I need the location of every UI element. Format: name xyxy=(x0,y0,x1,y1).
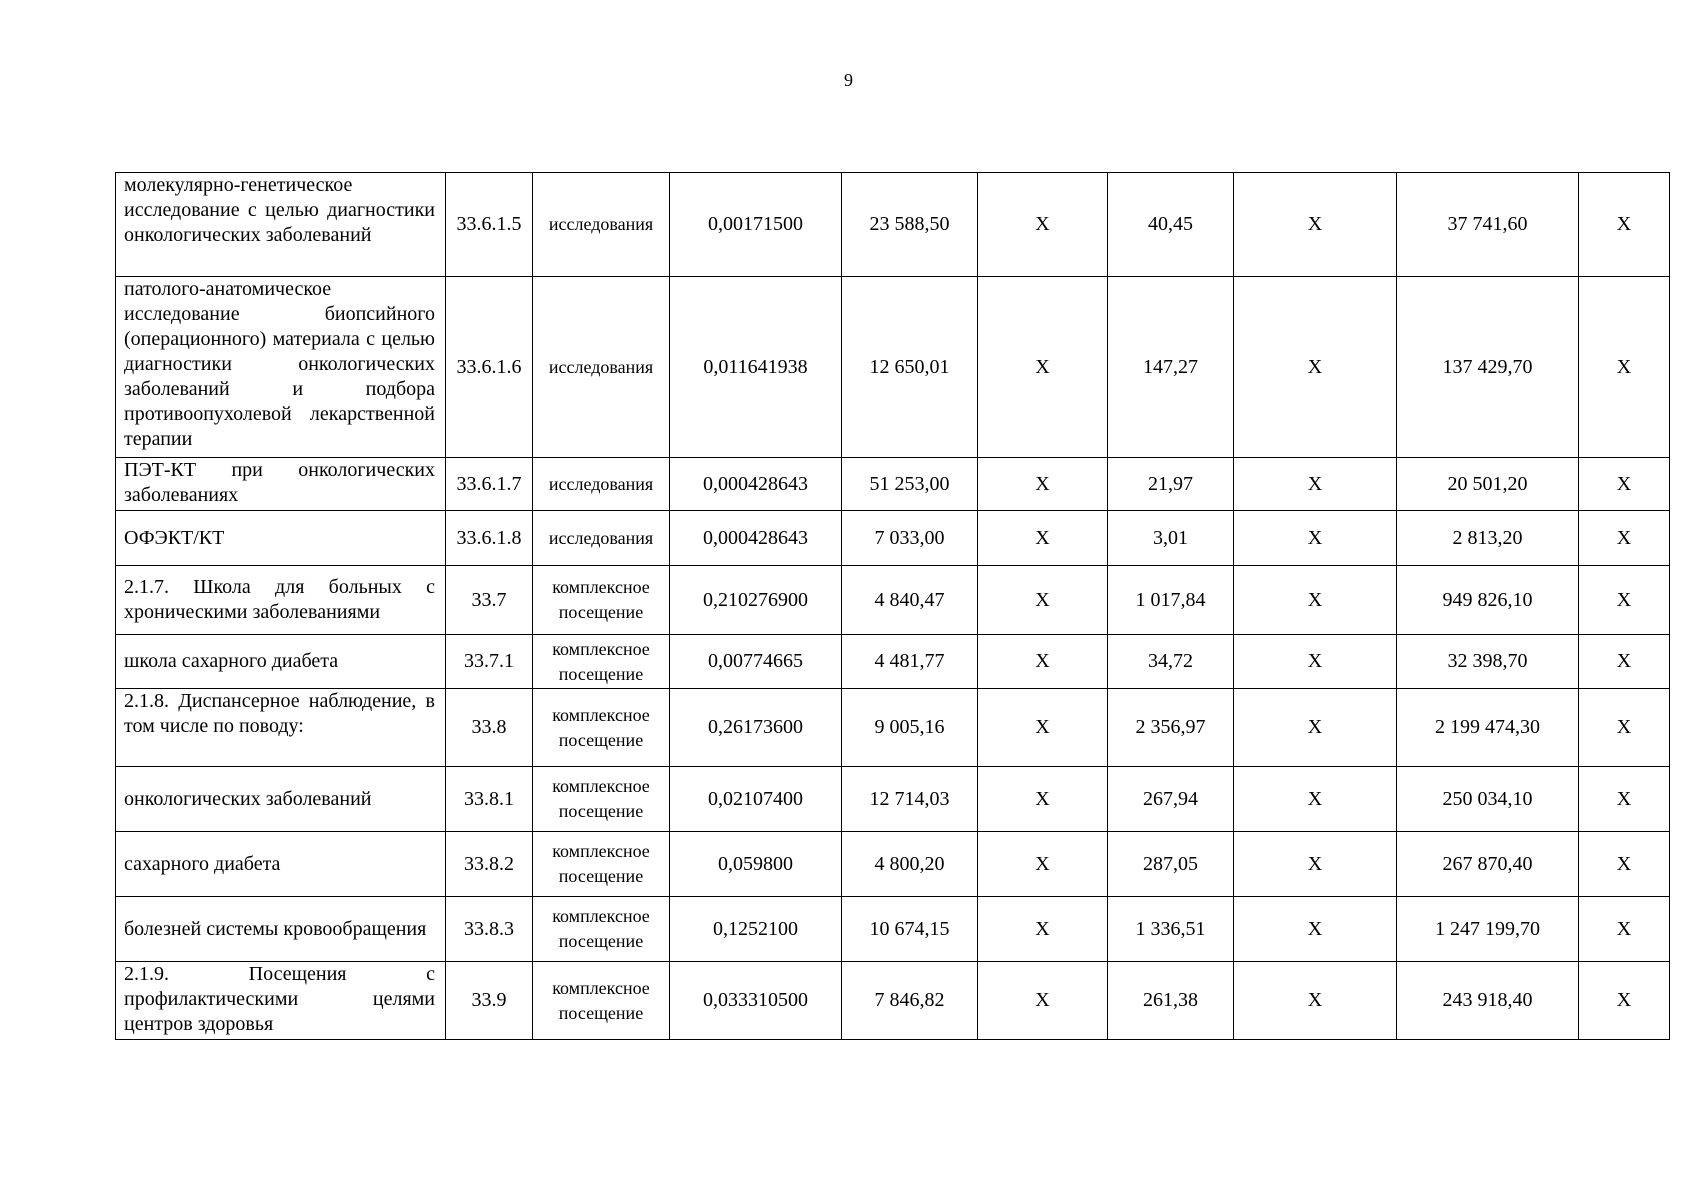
row-cell-6: Х xyxy=(978,566,1108,635)
row-norm: 0,000428643 xyxy=(670,458,842,511)
row-name: онкологических заболеваний xyxy=(116,767,446,832)
row-cell-9: 20 501,20 xyxy=(1397,458,1579,511)
row-cell-8: Х xyxy=(1234,962,1397,1040)
row-cell-8: Х xyxy=(1234,173,1397,277)
row-cell-6: Х xyxy=(978,511,1108,566)
row-norm: 0,1252100 xyxy=(670,897,842,962)
row-name: 2.1.9. Посещения с профилактическими целями центров здоровья xyxy=(116,962,446,1040)
row-code: 33.9 xyxy=(446,962,533,1040)
table-row xyxy=(116,689,1670,767)
row-cell-7: 287,05 xyxy=(1108,832,1234,897)
row-norm: 0,210276900 xyxy=(670,566,842,635)
table-row xyxy=(116,173,1670,277)
row-cell-7: 21,97 xyxy=(1108,458,1234,511)
row-code: 33.8 xyxy=(446,689,533,767)
row-cell-7: 3,01 xyxy=(1108,511,1234,566)
row-cell-9: 37 741,60 xyxy=(1397,173,1579,277)
row-cost: 7 033,00 xyxy=(842,511,978,566)
table-row xyxy=(116,635,1670,689)
row-name: патолого-анатомическое исследование биопсийного (операционного) материала с целью диагностики онкологических заболеваний и подбора противоопухолевой лекарственной терапии xyxy=(116,277,446,458)
row-name: ПЭТ-КТ при онкологических заболеваниях xyxy=(116,458,446,511)
row-cell-8: Х xyxy=(1234,897,1397,962)
row-cell-7: 40,45 xyxy=(1108,173,1234,277)
row-cell-6: Х xyxy=(978,635,1108,689)
row-cost: 51 253,00 xyxy=(842,458,978,511)
row-cell-6: Х xyxy=(978,173,1108,277)
row-cell-8: Х xyxy=(1234,635,1397,689)
table-body xyxy=(116,173,1670,1040)
row-name: сахарного диабета xyxy=(116,832,446,897)
row-unit: комплексное посещение xyxy=(533,962,670,1040)
row-unit: комплексное посещение xyxy=(533,832,670,897)
table-row xyxy=(116,897,1670,962)
row-cost: 10 674,15 xyxy=(842,897,978,962)
row-cell-9: 137 429,70 xyxy=(1397,277,1579,458)
row-code: 33.6.1.8 xyxy=(446,511,533,566)
row-cell-9: 2 813,20 xyxy=(1397,511,1579,566)
row-cost: 12 714,03 xyxy=(842,767,978,832)
table-row xyxy=(116,767,1670,832)
row-cell-7: 147,27 xyxy=(1108,277,1234,458)
row-cell-7: 1 017,84 xyxy=(1108,566,1234,635)
row-cell-10: Х xyxy=(1579,689,1670,767)
row-cell-10: Х xyxy=(1579,897,1670,962)
row-name: ОФЭКТ/КТ xyxy=(116,511,446,566)
row-cell-8: Х xyxy=(1234,767,1397,832)
row-cell-9: 32 398,70 xyxy=(1397,635,1579,689)
table-row xyxy=(116,458,1670,511)
row-unit: исследования xyxy=(533,511,670,566)
row-cell-7: 2 356,97 xyxy=(1108,689,1234,767)
row-cell-6: Х xyxy=(978,767,1108,832)
row-cell-9: 2 199 474,30 xyxy=(1397,689,1579,767)
row-norm: 0,00171500 xyxy=(670,173,842,277)
row-cell-9: 267 870,40 xyxy=(1397,832,1579,897)
row-cell-8: Х xyxy=(1234,832,1397,897)
data-table xyxy=(115,172,1670,1040)
row-code: 33.7 xyxy=(446,566,533,635)
row-cost: 12 650,01 xyxy=(842,277,978,458)
row-norm: 0,00774665 xyxy=(670,635,842,689)
row-unit: комплексное посещение xyxy=(533,767,670,832)
row-cell-10: Х xyxy=(1579,832,1670,897)
row-cell-9: 250 034,10 xyxy=(1397,767,1579,832)
row-code: 33.6.1.5 xyxy=(446,173,533,277)
row-unit: исследования xyxy=(533,277,670,458)
row-cell-6: Х xyxy=(978,832,1108,897)
row-unit: комплексное посещение xyxy=(533,897,670,962)
row-cell-7: 34,72 xyxy=(1108,635,1234,689)
row-code: 33.6.1.6 xyxy=(446,277,533,458)
row-cell-7: 261,38 xyxy=(1108,962,1234,1040)
row-unit: исследования xyxy=(533,173,670,277)
row-cell-10: Х xyxy=(1579,511,1670,566)
page-number: 9 xyxy=(844,70,853,90)
row-unit: исследования xyxy=(533,458,670,511)
row-cost: 7 846,82 xyxy=(842,962,978,1040)
table-row xyxy=(116,566,1670,635)
row-cost: 9 005,16 xyxy=(842,689,978,767)
row-cell-10: Х xyxy=(1579,458,1670,511)
row-cell-6: Х xyxy=(978,277,1108,458)
table-row xyxy=(116,962,1670,1040)
row-cell-10: Х xyxy=(1579,767,1670,832)
row-code: 33.8.1 xyxy=(446,767,533,832)
row-cell-6: Х xyxy=(978,897,1108,962)
row-name: молекулярно-генетическое исследование с целью диагностики онкологических заболеваний xyxy=(116,173,446,277)
row-norm: 0,033310500 xyxy=(670,962,842,1040)
table-row xyxy=(116,511,1670,566)
row-cell-9: 1 247 199,70 xyxy=(1397,897,1579,962)
row-norm: 0,26173600 xyxy=(670,689,842,767)
row-cell-10: Х xyxy=(1579,566,1670,635)
table-row xyxy=(116,277,1670,458)
row-cell-7: 267,94 xyxy=(1108,767,1234,832)
row-cell-8: Х xyxy=(1234,277,1397,458)
row-norm: 0,000428643 xyxy=(670,511,842,566)
row-name: школа сахарного диабета xyxy=(116,635,446,689)
row-cost: 23 588,50 xyxy=(842,173,978,277)
row-cost: 4 840,47 xyxy=(842,566,978,635)
row-unit: комплексное посещение xyxy=(533,635,670,689)
row-cell-7: 1 336,51 xyxy=(1108,897,1234,962)
row-cell-6: Х xyxy=(978,689,1108,767)
table-row xyxy=(116,832,1670,897)
row-name: болезней системы кровообращения xyxy=(116,897,446,962)
row-cell-9: 949 826,10 xyxy=(1397,566,1579,635)
row-norm: 0,011641938 xyxy=(670,277,842,458)
row-cell-10: Х xyxy=(1579,635,1670,689)
row-cost: 4 800,20 xyxy=(842,832,978,897)
row-unit: комплексное посещение xyxy=(533,566,670,635)
row-unit: комплексное посещение xyxy=(533,689,670,767)
row-cell-8: Х xyxy=(1234,458,1397,511)
row-cell-6: Х xyxy=(978,458,1108,511)
row-cell-9: 243 918,40 xyxy=(1397,962,1579,1040)
row-cost: 4 481,77 xyxy=(842,635,978,689)
row-cell-8: Х xyxy=(1234,689,1397,767)
row-cell-6: Х xyxy=(978,962,1108,1040)
row-cell-8: Х xyxy=(1234,511,1397,566)
row-code: 33.7.1 xyxy=(446,635,533,689)
row-code: 33.8.2 xyxy=(446,832,533,897)
row-cell-8: Х xyxy=(1234,566,1397,635)
row-code: 33.8.3 xyxy=(446,897,533,962)
row-cell-10: Х xyxy=(1579,277,1670,458)
row-cell-10: Х xyxy=(1579,962,1670,1040)
row-cell-10: Х xyxy=(1579,173,1670,277)
row-name: 2.1.7. Школа для больных с хроническими заболеваниями xyxy=(116,566,446,635)
row-name: 2.1.8. Диспансерное наблюдение, в том числе по поводу: xyxy=(116,689,446,767)
row-norm: 0,02107400 xyxy=(670,767,842,832)
row-norm: 0,059800 xyxy=(670,832,842,897)
row-code: 33.6.1.7 xyxy=(446,458,533,511)
